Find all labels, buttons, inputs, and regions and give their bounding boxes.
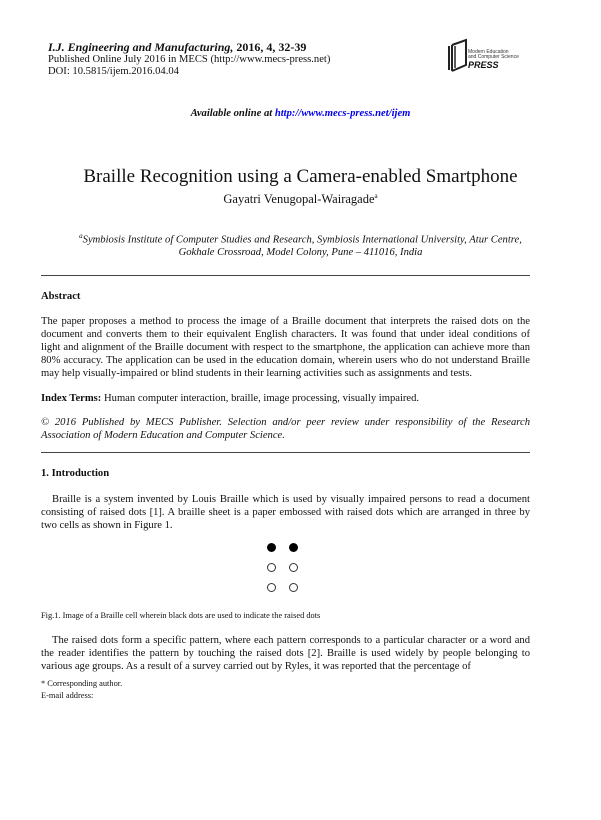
figure-caption: Fig.1. Image of a Braille cell wherein black dots are used to indicate the raised dots bbox=[41, 611, 321, 620]
raised-dot bbox=[289, 543, 298, 552]
footnote-email: E-mail address: bbox=[41, 691, 94, 700]
index-terms bbox=[41, 392, 530, 405]
abstract-heading: Abstract bbox=[41, 291, 81, 302]
index-terms-text: Human computer interaction, braille, image processing, visually impaired. bbox=[101, 393, 420, 404]
copyright: © 2016 Published by MECS Publisher. Selection and/or peer review under responsibility of the Research Association of Modern Education and Computer Science. bbox=[41, 417, 530, 441]
braille-cell-figure bbox=[267, 543, 307, 593]
intro-heading: 1. Introduction bbox=[41, 468, 110, 479]
logo-line-1: Modern Education bbox=[468, 49, 509, 55]
affiliation-line-1: Symbiosis Institute of Computer Studies and Research, Symbiosis International University, Atur Centre, bbox=[82, 234, 522, 246]
available-online bbox=[0, 108, 601, 119]
index-terms-label: Index Terms: bbox=[41, 393, 102, 404]
intro-paragraph-1: Braille is a system invented by Louis Braille which is used by visually impaired persons to read a document consisting of raised dots [1]. A braille sheet is a paper embossed with raised dots which are arranged in three by two cells as shown in Figure 1. bbox=[41, 494, 530, 531]
affiliation bbox=[0, 230, 601, 260]
paper-title: Braille Recognition using a Camera-enabled Smartphone bbox=[83, 166, 518, 187]
logo-press: PRESS bbox=[468, 60, 499, 70]
book-icon bbox=[446, 38, 470, 72]
author bbox=[0, 192, 601, 207]
affiliation-sup: a bbox=[79, 232, 83, 240]
flat-dot bbox=[267, 563, 276, 572]
footnote bbox=[41, 678, 122, 702]
flat-dot bbox=[289, 583, 298, 592]
doi-line: DOI: 10.5815/ijem.2016.04.04 bbox=[48, 66, 179, 77]
journal-name: I.J. Engineering and Manufacturing, bbox=[48, 40, 234, 54]
author-name: Gayatri Venugopal-Wairagade bbox=[223, 192, 375, 207]
journal-info: 2016, 4, 32-39 bbox=[233, 40, 307, 54]
mecs-press-logo bbox=[446, 38, 526, 72]
flat-dot bbox=[267, 583, 276, 592]
divider bbox=[41, 275, 530, 276]
journal-link[interactable]: http://www.mecs-press.net/ijem bbox=[274, 108, 411, 119]
author-sup: a bbox=[374, 192, 378, 200]
divider bbox=[41, 452, 530, 453]
raised-dot bbox=[267, 543, 276, 552]
affiliation-line-2: Gokhale Crossroad, Model Colony, Pune – 411016, India bbox=[178, 247, 423, 259]
footnote-corresponding: * Corresponding author. bbox=[41, 679, 123, 688]
available-label: Available online at bbox=[190, 108, 275, 119]
journal-line bbox=[48, 41, 306, 53]
intro-paragraph-2: The raised dots form a specific pattern, where each pattern corresponds to a particular character or a word and the reader identifies the pattern by touching the raised dots [2]. Braille is used widely by people belonging to various age groups. As a result of a survey carried out by Ryles, it was reported that the percentage of bbox=[41, 635, 530, 672]
flat-dot bbox=[289, 563, 298, 572]
abstract-text: The paper proposes a method to process the image of a Braille document that interprets the raised dots on the document and converts them to their equivalent English characters. It was found that under ideal conditions of light and alignment of the Braille document with respect to the smartphone, the application can achieve more than 80% accuracy. The application can be used in the education domain, wherein users who do not understand Braille may help visually-impaired or blind students in their learning activities such as assignments and tests. bbox=[41, 316, 530, 379]
published-line: Published Online July 2016 in MECS (http://www.mecs-press.net) bbox=[48, 54, 331, 65]
logo-line-2: and Computer Science bbox=[468, 54, 519, 60]
